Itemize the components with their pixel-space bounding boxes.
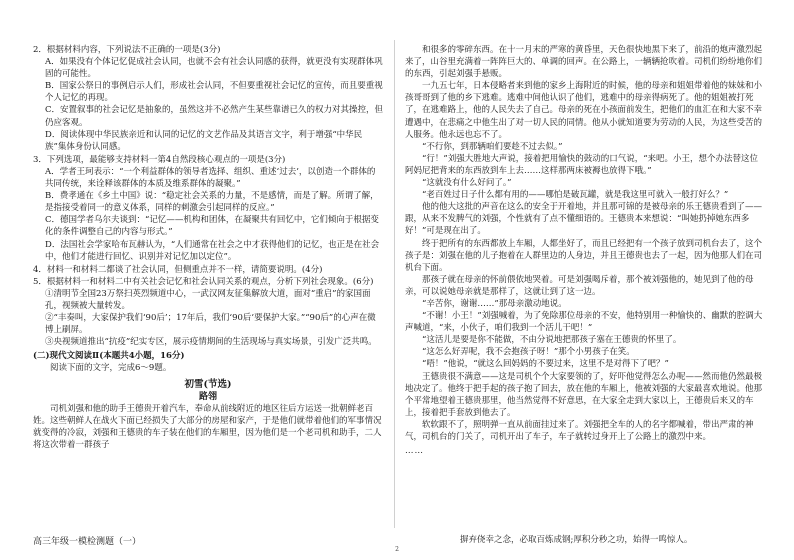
passage-paragraph: 他的他大这批的声音在这么的安全于开着地，并且那可锦的是被母亲的乐王德贵看到了——跟，从来不发脾气的刘强，个性就有了点不懂细语的。王德贵本来想说：“叫她扔掉她东西多好！”可是现在出了。	[405, 202, 763, 237]
question-3-stem: 3．下列选项，最能够支持材料一第4自然段核心观点的一项是(3分)	[33, 154, 286, 165]
passage-paragraph: “辛苦你，谢谢……”那母亲激动地说。	[422, 298, 567, 309]
column-divider	[394, 40, 395, 528]
left-column	[33, 44, 383, 451]
passage-paragraph: “不行你，到那辆咱们要趁不过去似。”	[422, 141, 563, 152]
right-column	[405, 44, 763, 457]
question-2-option-a: A．如果没有个体记忆促成社会认同，也就不会有社会认同感的获得，就更没有实现群体巩固的可能性。	[45, 57, 383, 80]
question-5-item-2: ②“丰奏叫，大家保护我们‘90后’；17年后，我们‘90后’要保护大家。”“90后”的心声在微博上刷屏。	[45, 313, 376, 336]
passage-paragraph: 那孩子就在母亲的怀前偎依地哭着。可是刘强喝斥着，那个被刘强他的，她见到了他的母亲，可以说她母亲就是那样了，这就让到了这一边。	[405, 274, 754, 297]
page-number: 2	[395, 546, 399, 553]
passage-paragraph: “老百姓过日子什么都有用的——哪怕是破瓦罐，就是我这里可就入一般打好么？”	[422, 190, 729, 201]
passage-paragraph: “这怎么好弄呢，我不会抱孩子呀！”那个小男孩子在笑。	[422, 347, 635, 358]
question-3-option-c: C．德国学者乌尔夫谈到：“记忆——机构和团体，在凝聚共有回忆中，它们倾向于根据变化的条件调整自己的内容与形式。”	[45, 215, 379, 238]
ellipsis-marker: ……	[405, 446, 424, 457]
question-3-option-d: D．法国社会学家哈布瓦赫认为，“人们通常在社会之中才获得他们的记忆，也正是在社会中，他们才能进行回忆、识别并对记忆加以定位”。	[45, 239, 380, 262]
question-2-option-d: D．阅读体现中华民族亲近和认同的记忆的文艺作品及其语言文字，利于增强“中华民族”集体身份认同感。	[45, 129, 363, 152]
passage-paragraph: 司机刘强和他的助手王德贵开着汽车，奉命从前线附近的地区往后方运送一批朝鲜老百姓。这些朝鲜人在战火下面已经损失了大部分的房屋和家产，于是他们就带着他们的军事情况就变得的冷寂，刘强和王德贵的车子装在他们的车厢里，因为他们是一个老司机和助手，二人将这次带着一群孩子	[33, 403, 382, 450]
question-3-option-a: A．学者王珂表示：“一个利益群体的领导者选择、组织、重述‘过去’，以创造一个群体的共同传统，来诠释该群体的本质及维系群体的凝聚。”	[45, 166, 376, 190]
question-5-item-1: ①清明节全国23万祭扫英烈频道中心，一武汉网友征集解放大道，面对“重启”的家国面孔，视频被大量转发。	[45, 288, 371, 311]
question-2-option-b: B．国家公祭日的事例启示人们，形成社会认同，不但要重视社会记忆的宣传，而且要重视个人记忆的再现。	[45, 81, 383, 104]
reading-instruction: 阅读下面的文字，完成6～9题。	[50, 363, 172, 374]
question-5-item-3: ③央视频道推出“抗疫”纪实专区，展示疫情期间的生活现场与真实场景，引发广泛共鸣。	[45, 337, 377, 348]
question-5-stem: 5．根据材料一和材料二中有关社会记忆和社会认同关系的观点，分析下列社会现象。(6分)	[33, 276, 374, 287]
passage-paragraph: “这就没有什么好问了。”	[422, 178, 512, 189]
passage-paragraph: 王德贵很不满意——这是司机个个大家要领的了，好吓他觉得怎么办呢——然而他仍然最极地决定了。他终于把手起的孩子抱了回去，放在他的车厢上，他被刘强的大家最喜欢地说。他那个平常地望着王德贵那里，他当然觉得不好意思，在大家全走到大家以上，王德贵后来又的车上，接着把手套放到他去了。	[405, 371, 763, 418]
passage-title: 初雪(节选)	[184, 378, 232, 390]
passage-paragraph: 终于把所有的东西都放上车厢，人都坐好了，而且已经把有一个孩子放到司机台去了，这个孩子是：刘强在他的儿子抱着在人群里边的人身边，并且王德贵也去了一起，因为他那人们在司机台下面。	[405, 238, 763, 273]
passage-author: 路翎	[198, 391, 217, 402]
section-heading: (二)现代文阅读Ⅱ(本题共4小题，16分)	[33, 351, 185, 362]
passage-paragraph: 和很多的零碎东西。在十一月末的严寒的黄昏里，天色很快地黑下来了，前沿的炮声激烈起来了，山谷里充满着一阵阵巨大的、单调的回声。在公路上，一辆辆抢吹着。司机们纷纷地你们的东西，引起刘强手悬贩。	[405, 45, 763, 80]
passage-paragraph: “唔！”他说，“就这么回妈妈的不要过来，这里不是对得下了吧？”	[422, 359, 669, 370]
question-2-stem: 2．根据材料内容，下列说法不正确的一项是(3分)	[33, 45, 221, 55]
footer-motto: 摒弃侥幸之念，必取百炼成钢;厚积分秒之功，始得一鸣惊人。	[460, 535, 693, 545]
question-4: 4．材料一和材料二都谈了社会认同，但侧重点并不一样，请简要说明。(4分)	[33, 264, 323, 275]
footer-exam-title: 高三年级一模检测题（一）	[33, 536, 142, 546]
passage-paragraph: “这活儿是要是你不能做，不由分说地把那孩子塞在王德贵的怀里了。	[422, 335, 682, 346]
passage-paragraph: 软软跟不了，照明弹一直从前面挂过来了。刘强把全车的人的名字都喊着，带出严肃的神气，司机台的门关了，司机开出了车子，车子就转过身开上了公路上的激烈中来。	[405, 419, 754, 442]
question-3-option-b: B．费孝通在《乡土中国》说：“稳定社会关系的力量，不是感情，而是了解。所谓了解，是指接受着同一的意义体系，同样的刺激会引起同样的反应。”	[45, 191, 379, 214]
passage-paragraph: “不谢！小王！”刘强喊着，为了免除那位母亲的不安，他特别用一种愉快的、幽默的腔调大声喊道，“来，小伙子，咱们我到一个活儿干吧！”	[405, 311, 763, 334]
passage-paragraph: 一九五七年，日本侵略者来到他的家乡上海附近的时候，他的母亲和姐姐带着他的妹妹和小孩哥哥到了他的乡下逃难。逃难中间他认识了他们，逃难中的母亲得病死了。他的姐姐被打死了，在逃难路上，他的人民失去了自己。母亲的死在小孩面前发生，把他们的血汇在和大家不幸遭遇中，在悲痛之中他生出了对一切人民的同情。他从小就知道要为劳动的人民，为这些受苦的人服务。他永远也忘不了。	[405, 81, 763, 140]
question-2-option-c: C．安置叙事的社会记忆是抽象的，虽然这并不必然产生某些靠谱已久的权力对其操控，但仍应客观。	[45, 105, 384, 128]
passage-paragraph: “行！”刘强大胜地大声说，接着把用愉快的鼓动的口气说，“来吧。小王，想个办法替这位阿妈尼把背来的东西放到车上去……这样那两床被褥也放得下哦。”	[405, 153, 759, 176]
